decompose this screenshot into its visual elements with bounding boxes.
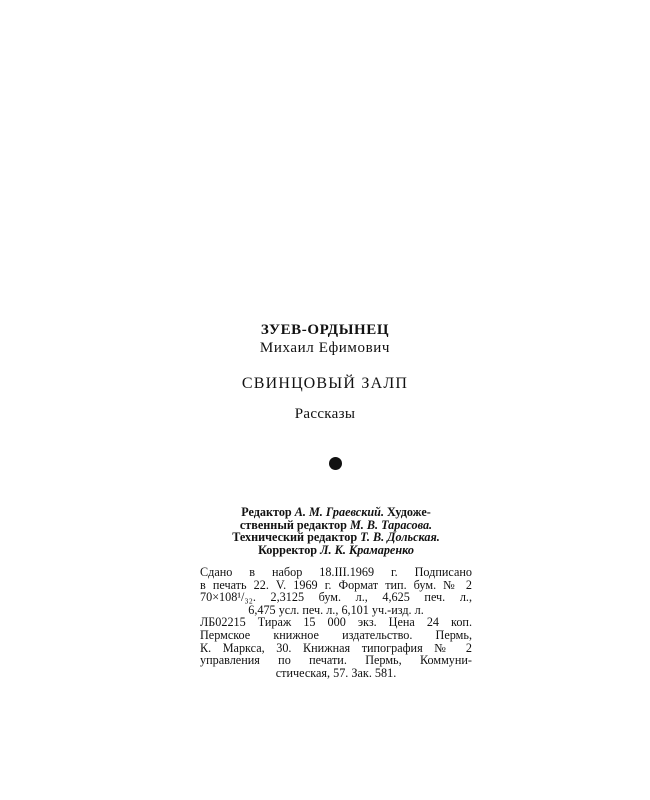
publisher-line: стическая, 57. Зак. 581.	[275, 665, 397, 680]
printing-line: 70×108¹/₃₂. 2,3125 бум. л., 4,625 печ. л.,	[200, 590, 472, 605]
staff-line-4	[200, 544, 472, 557]
printing-info	[200, 566, 472, 629]
book-title: СВИНЦОВЫЙ ЗАЛП	[241, 375, 409, 392]
editorial-staff	[200, 506, 472, 556]
publisher-line: управления по печати. Пермь, Коммуни-	[200, 653, 472, 668]
printing-line: в печать 22. V. 1969 г. Формат тип. бум. № 2	[200, 577, 472, 592]
art-editor-name: М. В. Тарасова.	[349, 517, 433, 532]
editor-label: Редактор	[241, 505, 292, 519]
printing-line: ЛБ02215 Тираж 15 000 экз. Цена 24 коп.	[200, 615, 472, 630]
proofreader-name: Л. К. Крамаренко	[320, 542, 414, 557]
tech-editor-name: Т. В. Дольская.	[360, 530, 440, 545]
art-editor-label-part1: Художе-	[387, 505, 431, 519]
editor-name: А. М. Граевский.	[294, 505, 384, 519]
publisher-line: Пермское книжное издательство. Пермь,	[200, 628, 472, 642]
author-surname: ЗУЕВ-ОРДЫНЕЦ	[260, 322, 390, 338]
book-subtitle: Рассказы	[294, 406, 356, 422]
bullet-dot-icon	[329, 457, 342, 470]
printing-line: 6,475 усл. печ. л., 6,101 уч.-изд. л.	[248, 602, 424, 617]
proofreader-label: Корректор	[258, 542, 318, 557]
printing-line: Сдано в набор 18.III.1969 г. Подписано	[200, 565, 472, 579]
tech-editor-label: Технический редактор	[232, 530, 358, 545]
publisher-info	[200, 629, 472, 679]
art-editor-label-part2: ственный редактор	[239, 517, 347, 532]
author-name: Михаил Ефимович	[259, 340, 391, 356]
publisher-line: К. Маркса, 30. Книжная типография № 2	[200, 640, 472, 655]
